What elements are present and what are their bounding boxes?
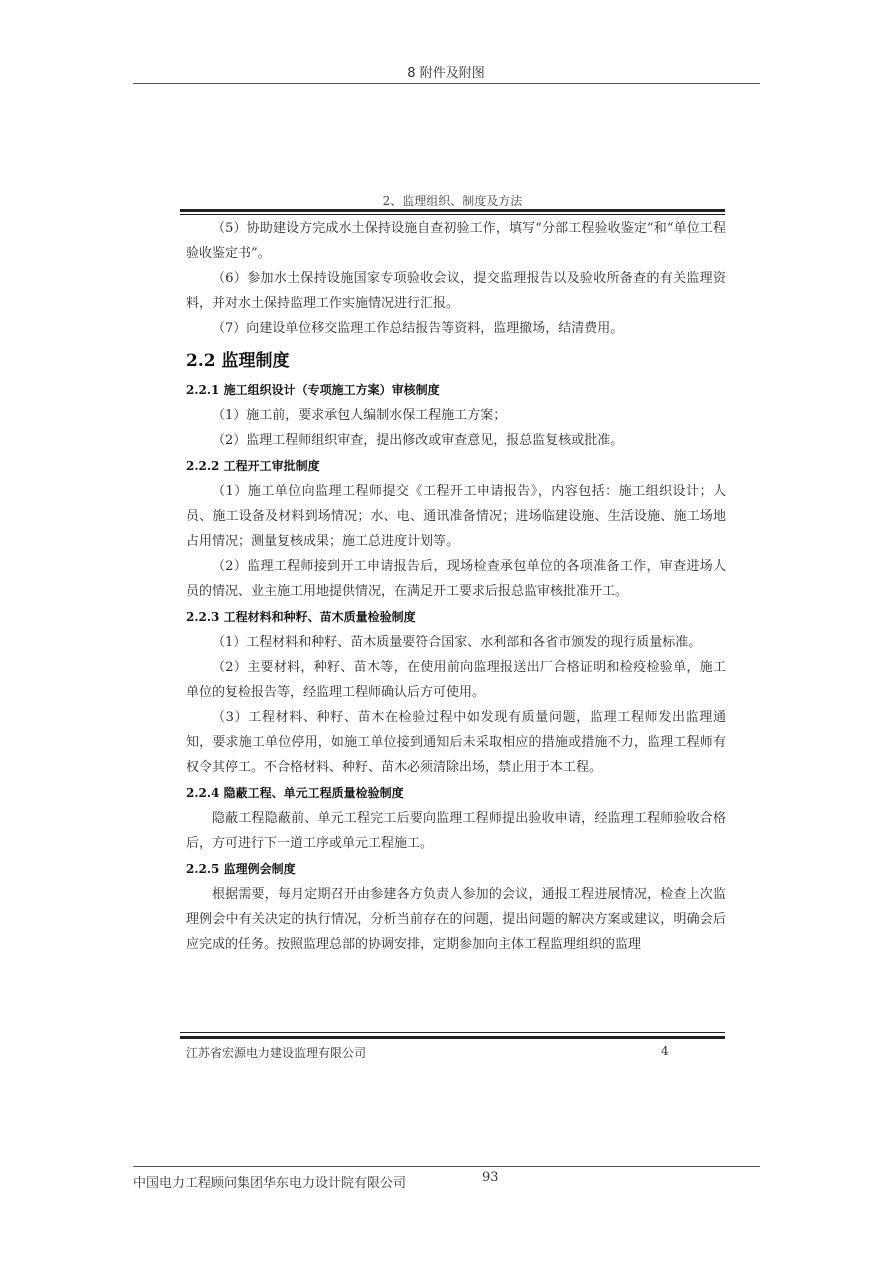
inner-header-title: 2、监理组织、制度及方法 bbox=[382, 194, 523, 208]
subsection-heading: 2.2.5 监理例会制度 bbox=[186, 862, 296, 876]
document-body bbox=[186, 216, 726, 957]
inner-footer-rule-thick bbox=[180, 1036, 725, 1039]
paragraph: （6）参加水土保持设施国家专项验收会议，提交监理报告以及验收所备查的有关监理资料，并对水土保持监理工作实施情况进行汇报。 bbox=[186, 271, 726, 311]
paragraph: （3）工程材料、种籽、苗木在检验过程中如发现有质量问题，监理工程师发出监理通知，要求施工单位停用，如施工单位接到通知后未采取相应的措施或措施不力，监理工程师有权令其停工。不合格材料、种籽、苗木必须清除出场，禁止用于本工程。 bbox=[186, 710, 726, 775]
paragraph: 隐蔽工程隐蔽前、单元工程完工后要向监理工程师提出验收申请，经监理工程师验收合格后，方可进行下一道工序或单元工程施工。 bbox=[186, 811, 726, 851]
subsection-heading: 2.2.1 施工组织设计（专项施工方案）审核制度 bbox=[186, 383, 440, 397]
paragraph: （1）施工单位向监理工程师提交《工程开工申请报告》，内容包括：施工组织设计；人员、施工设备及材料到场情况；水、电、通讯准备情况；进场临建设施、生活设施、施工场地占用情况；测量复核成果；施工总进度计划等。 bbox=[186, 484, 726, 549]
subsection-heading: 2.2.3 工程材料和种籽、苗木质量检验制度 bbox=[186, 610, 416, 624]
inner-footer-company: 江苏省宏源电力建设监理有限公司 bbox=[186, 1046, 367, 1060]
paragraph: （2）监理工程师接到开工申请报告后，现场检查承包单位的各项准备工作，审查进场人员的情况、业主施工用地提供情况，在满足开工要求后报总监审核批准开工。 bbox=[186, 559, 726, 599]
paragraph: （7）向建设单位移交监理工作总结报告等资料，监理撤场，结清费用。 bbox=[212, 321, 624, 336]
paragraph: （2）主要材料，种籽、苗木等，在使用前向监理报送出厂合格证明和检疫检验单，施工单位的复检报告等，经监理工程师确认后方可使用。 bbox=[186, 660, 726, 700]
paragraph: 根据需要，每月定期召开由参建各方负责人参加的会议，通报工程进展情况，检查上次监理例会中有关决定的执行情况，分析当前存在的问题，提出问题的解决方案或建议，明确会后应完成的任务。按照监理总部的协调安排，定期参加向主体工程监理组织的监理 bbox=[186, 887, 726, 952]
outer-footer-page-number: 93 bbox=[482, 1170, 499, 1185]
inner-header-rule-thin bbox=[180, 214, 725, 215]
section-heading: 2.2 监理制度 bbox=[186, 351, 290, 371]
inner-footer-rule-thin bbox=[180, 1032, 725, 1033]
inner-footer-page-number: 4 bbox=[661, 1044, 669, 1058]
outer-header-rule bbox=[133, 83, 760, 84]
subsection-heading: 2.2.4 隐蔽工程、单元工程质量检验制度 bbox=[186, 786, 404, 800]
outer-header-title: 8 附件及附图 bbox=[407, 66, 485, 81]
subsection-heading: 2.2.2 工程开工审批制度 bbox=[186, 459, 320, 473]
paragraph: （2）监理工程师组织审查，提出修改或审查意见，报总监复核或批准。 bbox=[212, 433, 624, 448]
paragraph: （1）工程材料和种籽、苗木质量要符合国家、水利部和各省市颁发的现行质量标准。 bbox=[212, 635, 702, 650]
paragraph: （5）协助建设方完成水土保持设施自查初验工作，填写“分部工程验收鉴定”和“单位工程验收鉴定书”。 bbox=[186, 221, 726, 261]
inner-header-rule-thick bbox=[180, 209, 725, 212]
outer-footer-rule bbox=[133, 1166, 760, 1167]
paragraph: （1）施工前，要求承包人编制水保工程施工方案； bbox=[212, 408, 507, 423]
outer-footer-company: 中国电力工程顾问集团华东电力设计院有限公司 bbox=[133, 1176, 407, 1191]
